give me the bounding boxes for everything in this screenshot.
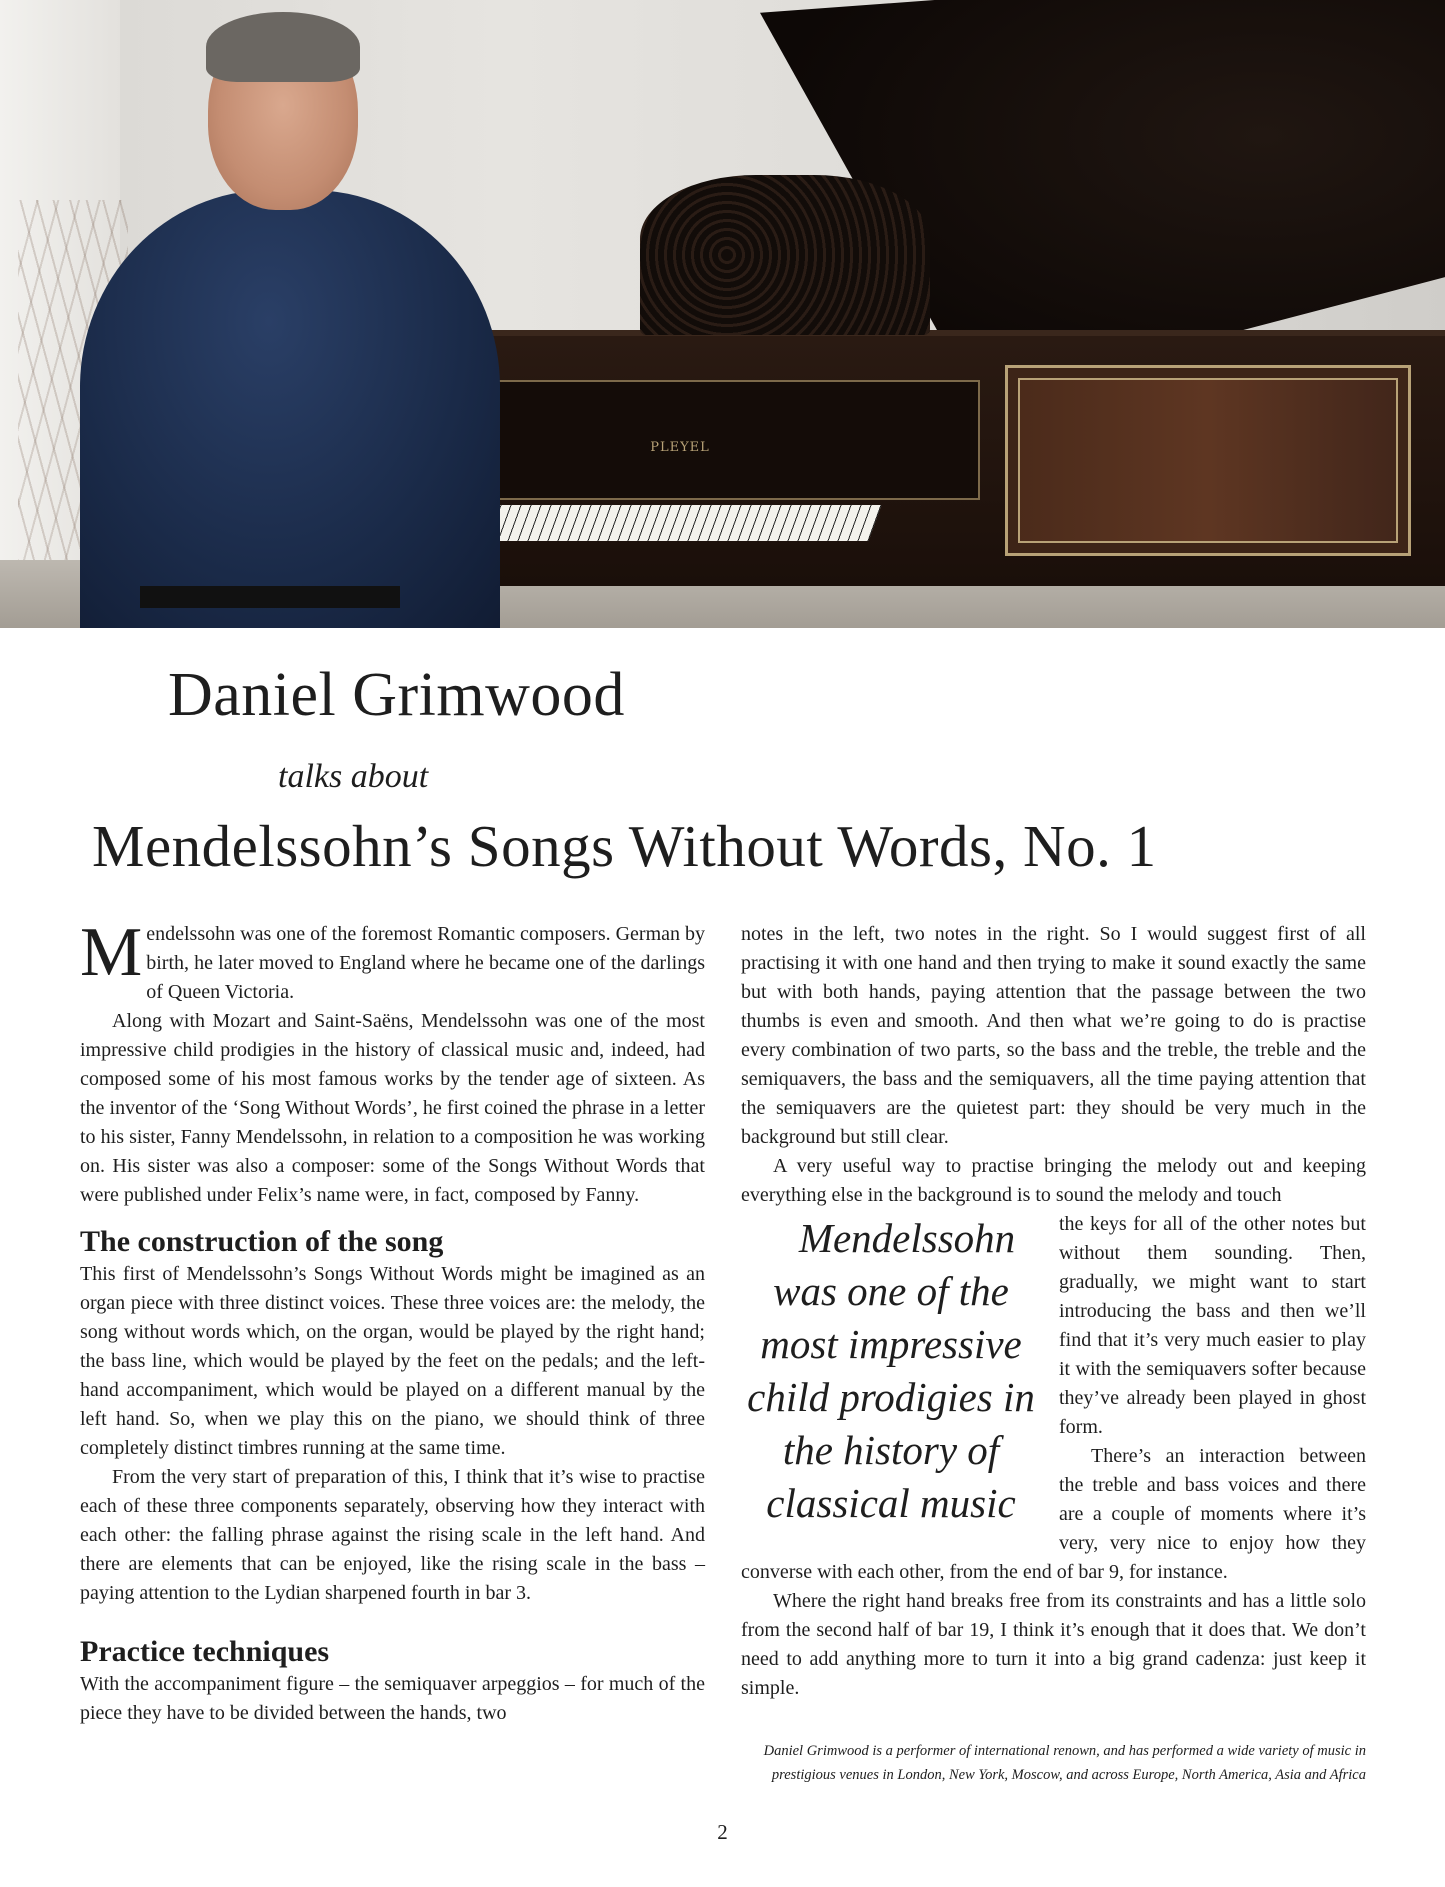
piano-fallboard — [480, 380, 980, 500]
pianist-hair — [206, 12, 360, 82]
body-paragraph: With the accompaniment figure – the semiquaver arpeggios – for much of the piece they have to be divided between the hands, two — [80, 1673, 705, 1724]
intro-paragraph — [80, 914, 706, 1007]
body-paragraph: Where the right hand breaks free from its constraints and has a little solo from the second half of bar 19, I think it’s enough that it does that. We don’t need to add anything more to turn it into a big grand cadenza: just keep it simple. — [741, 1590, 1366, 1699]
pianist-belt — [140, 586, 400, 608]
drop-cap: M — [80, 914, 143, 991]
pull-quote: Mendelssohn was one of the most impressive child prodigies in the history of classical music — [747, 1215, 1035, 1526]
section-heading-construction: The construction of the song — [80, 1225, 444, 1258]
piano-brand-logo: PLEYEL — [650, 440, 710, 455]
body-text-wrap: the keys for all of the other notes but without them sounding. Then, gradually, we might want to start introducing the bass and then we’ll find that it’s very much easier to play it with the semiquavers softer because they’ve already been played in ghost form. — [1059, 1213, 1366, 1438]
body-paragraph: notes in the left, two notes in the right. So I would suggest first of all practising it with one hand and then trying to make it sound exactly the same but with both hands, paying attention that the passage between the two thumbs is even and smooth. And then what we’re going to do is practise every combination of two parts, so the bass and the treble, the treble and the semiquavers, the bass and the semiquavers, all the time paying attention that the semiquavers are the quietest part: they should be very much in the background but still clear. — [741, 923, 1366, 1148]
author-bio: Daniel Grimwood is a performer of international renown, and has performed a wide variety of music in prestigious venues in London, New York, Moscow, and across Europe, North America, Asia and Africa — [763, 1743, 1366, 1783]
body-text-lead: A very useful way to practise bringing the melody out and keeping everything else in the background is to sound the melody and touch — [741, 1155, 1366, 1206]
left-column — [80, 914, 706, 1728]
talks-about-subtitle: talks about — [278, 758, 429, 795]
author-name: Daniel Grimwood — [168, 661, 625, 729]
body-paragraph: From the very start of preparation of this, I think that it’s wise to practise each of these three components separately, observing how they interact with each other: the falling phrase against the rising scale in the left hand. And there are elements that can be enjoyed, like the rising scale in the bass – paying attention to the Lydian sharpened fourth in bar 3. — [80, 1466, 705, 1604]
body-paragraph: Along with Mozart and Saint-Saëns, Mendelssohn was one of the most impressive child prodigies in the history of classical music and, indeed, had composed some of his most famous works by the tender age of sixteen. As the inventor of the ‘Song Without Words’, he first coined the phrase in a letter to his sister, Fanny Mendelssohn, in relation to a composition he was working on. His sister was also a composer: some of the Songs Without Words that were published under Felix’s name were, in fact, composed by Fanny. — [80, 1010, 705, 1206]
section-heading-practice: Practice techniques — [80, 1635, 330, 1668]
intro-text: endelssohn was one of the foremost Romantic composers. German by birth, he later moved to England where he became one of the darlings of Queen Victoria. — [146, 923, 706, 1003]
page-number: 2 — [717, 1820, 728, 1844]
body-paragraph: There’s an interaction between the treble and bass voices and there are a couple of moments where it’s very, very nice to enjoy how they converse with each other, from the end of bar 9, for instance. — [741, 1445, 1366, 1583]
article-title: Mendelssohn’s Songs Without Words, No. 1 — [92, 813, 1157, 879]
hero-photo — [0, 0, 1445, 628]
piano-side-panel — [1005, 365, 1411, 556]
right-column — [741, 920, 1366, 1703]
body-paragraph: This first of Mendelssohn’s Songs Without Words might be imagined as an organ piece with three distinct voices. These three voices are: the melody, the song without words which, on the organ, would be played by the right hand; the bass line, which would be played by the feet on the pedals; and the left-hand accompaniment, which would be played on a different manual by the left hand. So, when we play this on the piano, we should think of three completely distinct timbres running at the same time. — [80, 1263, 705, 1459]
piano-keyboard — [448, 505, 881, 541]
piano-music-desk — [640, 175, 930, 335]
pianist-torso — [80, 190, 500, 628]
